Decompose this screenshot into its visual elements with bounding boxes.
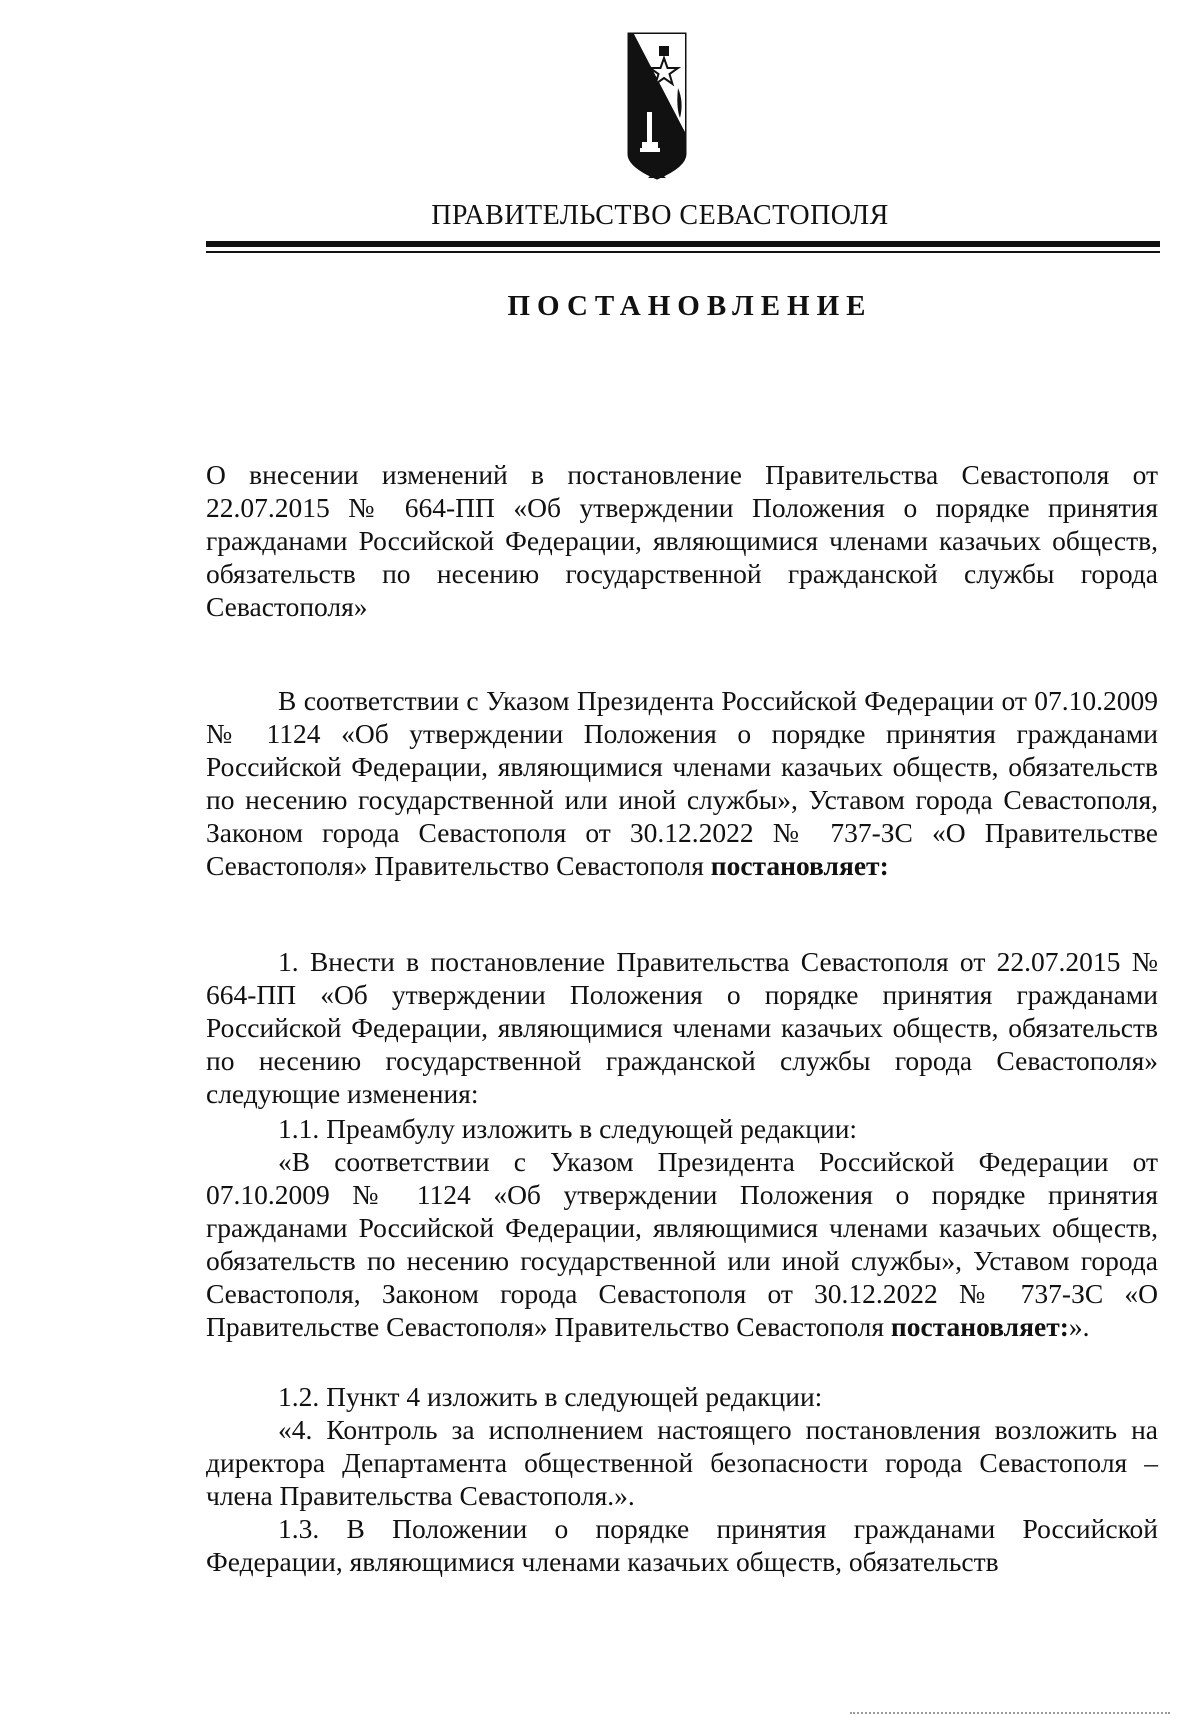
- clause-1-2-quote: «4. Контроль за исполнением настоящего постановления возложить на директора Департамента общественной безопасности города Севастополя – члена Правительства Севастополя.».: [206, 1414, 1158, 1511]
- preamble-text: В соответствии с Указом Президента Российской Федерации от 07.10.2009 № 1124 «Об утверждении Положения о порядке принятия гражданами Российской Федерации, являющимися членами казачьих обществ, обязательств по несению государственной или иной службы», Уставом города Севастополя, Законом города Севастополя от 30.12.2022 № 737-ЗС «О Правительстве Севастополя» Правительство Севастополя: [206, 685, 1158, 881]
- clause-1: 1. Внести в постановление Правительства Севастополя от 22.07.2015 № 664-ПП «Об утверждении Положения о порядке принятия гражданами Российской Федерации, являющимися членами казачьих обществ, обязательств по несению государственной гражданской службы города Севастополя» следующие изменения:: [206, 946, 1158, 1109]
- clause-1-1-quote: [206, 1145, 1158, 1343]
- clause-1-1: 1.1. Преамбулу изложить в следующей редакции:: [278, 1113, 858, 1144]
- scan-footer-mark: [850, 1712, 1170, 1714]
- document-type-heading: ПОСТАНОВЛЕНИЕ: [507, 290, 873, 322]
- clause-1-1-quote-text: «В соответствии с Указом Президента Российской Федерации от 07.10.2009 № 1124 «Об утверждении Положения о порядке принятия гражданами Российской Федерации, являющимися членами казачьих обществ, обязательств по несению государственной или иной службы», Уставом города Севастополя, Законом города Севастополя от 30.12.2022 № 737-ЗС «О Правительстве Севастополя» Правительство Севастополя: [206, 1146, 1158, 1342]
- preamble-decree-word: постановляет:: [710, 850, 889, 881]
- organization-name: ПРАВИТЕЛЬСТВО СЕВАСТОПОЛЯ: [431, 200, 889, 231]
- clause-1-1-quote-decree-word: постановляет:: [890, 1311, 1069, 1342]
- header-rule-thin: [206, 251, 1160, 253]
- sevastopol-coat-of-arms-icon: [626, 32, 688, 180]
- preamble-paragraph: [206, 684, 1158, 882]
- clause-1-1-quote-end: ».: [1068, 1311, 1090, 1342]
- clause-1-2: 1.2. Пункт 4 изложить в следующей редакции:: [278, 1381, 823, 1412]
- document-title: О внесении изменений в постановление Правительства Севастополя от 22.07.2015 № 664-ПП «Об утверждении Положения о порядке принятия гражданами Российской Федерации, являющимися членами казачьих обществ, обязательств по несению государственной гражданской службы города Севастополя»: [206, 459, 1158, 622]
- clause-1-3: 1.3. В Положении о порядке принятия гражданами Российской Федерации, являющимися членами казачьих обществ, обязательств: [206, 1513, 1158, 1577]
- header-rule-thick: [206, 241, 1160, 247]
